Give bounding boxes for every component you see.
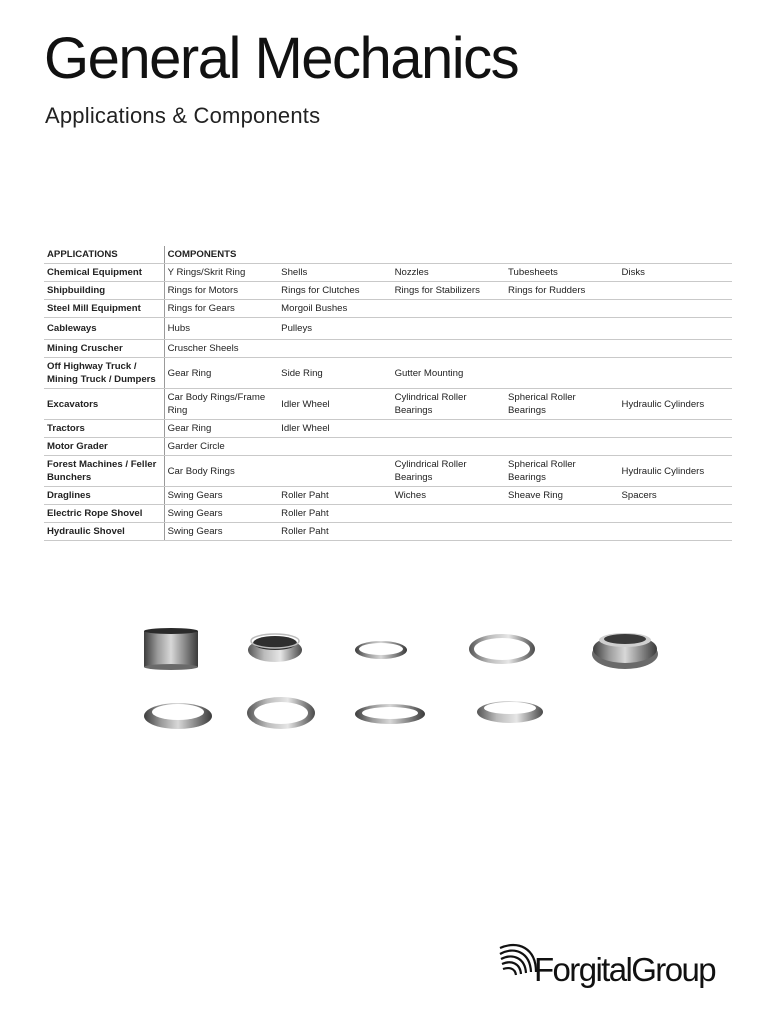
component-cell: Morgoil Bushes	[278, 300, 391, 318]
component-cell: Spherical Roller Bearings	[505, 456, 619, 487]
table-row	[44, 358, 732, 389]
component-cell	[619, 318, 732, 340]
component-cell: Hubs	[164, 318, 278, 340]
component-cell: Cylindrical Roller Bearings	[392, 389, 505, 420]
component-cell: Spacers	[619, 487, 732, 505]
component-cell: Rings for Clutches	[278, 282, 391, 300]
component-cell: Gear Ring	[164, 358, 278, 389]
application-cell: Forest Machines / Feller Bunchers	[44, 456, 164, 487]
component-cell: Cylindrical Roller Bearings	[392, 456, 505, 487]
component-cell	[505, 505, 619, 523]
component-cell: Idler Wheel	[278, 389, 391, 420]
component-cell: Roller Paht	[278, 487, 391, 505]
component-cell: Nozzles	[392, 264, 505, 282]
component-cell: Rings for Stabilizers	[392, 282, 505, 300]
table-row	[44, 340, 732, 358]
component-cell	[392, 505, 505, 523]
component-cell	[505, 340, 619, 358]
table-row	[44, 420, 732, 438]
component-cell: Roller Paht	[278, 505, 391, 523]
table-row	[44, 487, 732, 505]
ring-photo-2	[248, 634, 302, 662]
component-cell: Gutter Mounting	[392, 358, 505, 389]
component-cell	[278, 438, 391, 456]
component-cell: Disks	[619, 264, 732, 282]
application-cell: Motor Grader	[44, 438, 164, 456]
component-cell	[392, 340, 505, 358]
table-row	[44, 438, 732, 456]
column-header-applications: APPLICATIONS	[44, 246, 164, 264]
component-cell: Hydraulic Cylinders	[619, 389, 732, 420]
component-cell: Rings for Gears	[164, 300, 278, 318]
component-cell: Swing Gears	[164, 505, 278, 523]
application-cell: Cableways	[44, 318, 164, 340]
component-cell: Hydraulic Cylinders	[619, 456, 732, 487]
application-cell: Steel Mill Equipment	[44, 300, 164, 318]
component-cell	[392, 523, 505, 541]
ring-photo-7	[247, 697, 315, 729]
ring-photo-3	[355, 641, 407, 659]
component-cell: Sheave Ring	[505, 487, 619, 505]
component-cell	[505, 420, 619, 438]
component-cell	[392, 318, 505, 340]
ring-photo-5	[592, 633, 658, 669]
ring-photo-9	[477, 701, 543, 723]
component-cell: Idler Wheel	[278, 420, 391, 438]
application-cell: Excavators	[44, 389, 164, 420]
logo-text: ForgitalGroup	[534, 951, 715, 988]
component-cell: Wiches	[392, 487, 505, 505]
component-cell	[505, 300, 619, 318]
table-row	[44, 264, 732, 282]
component-cell: Car Body Rings/Frame Ring	[164, 389, 278, 420]
component-cell	[278, 456, 391, 487]
component-cell: Cruscher Sheels	[164, 340, 278, 358]
table-row	[44, 389, 732, 420]
table-row	[44, 456, 732, 487]
application-cell: Chemical Equipment	[44, 264, 164, 282]
component-cell: Swing Gears	[164, 523, 278, 541]
component-cell: Pulleys	[278, 318, 391, 340]
component-cell: Rings for Motors	[164, 282, 278, 300]
component-cell: Car Body Rings	[164, 456, 278, 487]
application-cell: Tractors	[44, 420, 164, 438]
applications-table	[44, 246, 732, 541]
application-cell: Shipbuilding	[44, 282, 164, 300]
component-cell	[505, 358, 619, 389]
component-cell: Tubesheets	[505, 264, 619, 282]
ring-photo-4	[469, 634, 535, 664]
table-row	[44, 282, 732, 300]
page-title: General Mechanics	[44, 26, 519, 91]
component-cell: Spherical Roller Bearings	[505, 389, 619, 420]
component-cell: Swing Gears	[164, 487, 278, 505]
component-cell	[619, 282, 732, 300]
ring-photo-1	[144, 628, 198, 670]
component-cell	[392, 420, 505, 438]
component-cell	[392, 300, 505, 318]
table-row	[44, 523, 732, 541]
component-cell	[619, 340, 732, 358]
table-row	[44, 300, 732, 318]
table-row	[44, 505, 732, 523]
component-cell: Side Ring	[278, 358, 391, 389]
application-cell: Off Highway Truck / Mining Truck / Dumpers	[44, 358, 164, 389]
component-cell	[278, 340, 391, 358]
component-cell: Rings for Rudders	[505, 282, 619, 300]
component-cell	[619, 505, 732, 523]
component-cell	[505, 523, 619, 541]
component-cell	[619, 420, 732, 438]
application-cell: Hydraulic Shovel	[44, 523, 164, 541]
component-cell	[619, 438, 732, 456]
column-header-components: COMPONENTS	[164, 246, 732, 264]
ring-photo-6	[144, 703, 212, 729]
application-cell: Draglines	[44, 487, 164, 505]
component-cell	[619, 358, 732, 389]
component-cell: Garder Circle	[164, 438, 278, 456]
ring-photo-8	[355, 704, 425, 724]
component-cell	[505, 318, 619, 340]
table-row	[44, 318, 732, 340]
component-cell	[392, 438, 505, 456]
component-cell	[619, 300, 732, 318]
component-cell: Y Rings/Skrit Ring	[164, 264, 278, 282]
page-subtitle: Applications & Components	[45, 103, 321, 128]
component-cell: Shells	[278, 264, 391, 282]
component-cell: Gear Ring	[164, 420, 278, 438]
application-cell: Electric Rope Shovel	[44, 505, 164, 523]
application-cell: Mining Cruscher	[44, 340, 164, 358]
component-cell: Roller Paht	[278, 523, 391, 541]
component-cell	[619, 523, 732, 541]
component-cell	[505, 438, 619, 456]
